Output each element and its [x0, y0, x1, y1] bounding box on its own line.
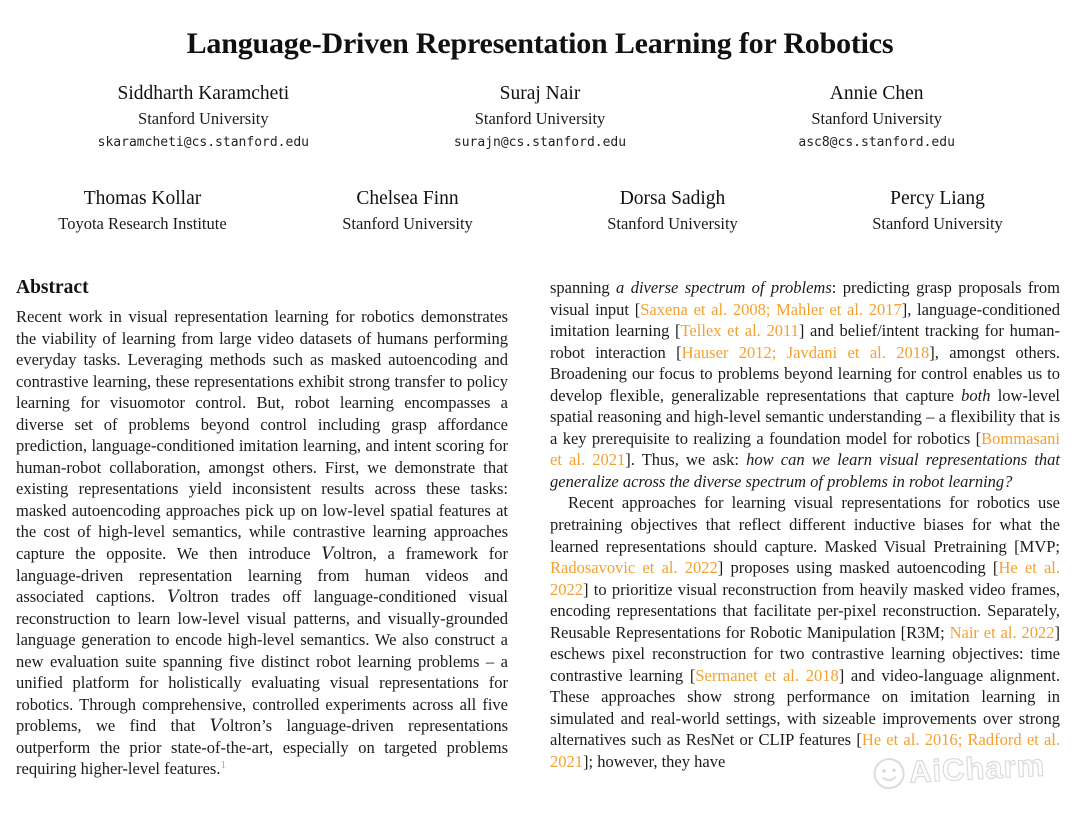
text-segment: : predicting grasp proposals from visual input [ — [550, 278, 1060, 319]
citation-link[interactable]: Bommasani et al. 2021 — [550, 428, 1060, 470]
author-email: surajn@cs.stanford.edu — [453, 135, 627, 150]
authors-row-2 — [10, 187, 1070, 234]
text-segment: ] and video-language alignment. These approaches show strong performance on imitation learning in simulated and real-world settings, with sizeable improvements over strong alternatives such as ResNet or CLIP features [ — [550, 665, 1060, 750]
author-affiliation: Stanford University — [474, 109, 606, 128]
intro-paragraph-1 — [550, 277, 1060, 492]
author-block — [275, 187, 540, 234]
author-affiliation: Stanford University — [342, 214, 473, 233]
citation-link[interactable]: Hauser 2012; Javdani et al. 2018 — [681, 342, 930, 362]
text-segment: spanning — [550, 278, 617, 297]
author-block — [540, 187, 805, 234]
text-segment: oltron’s language-driven representations outperform the prior state-of-the-art, especially on targeted problems requiring higher-level features. — [16, 716, 508, 779]
author-name: Dorsa Sadigh — [619, 188, 726, 209]
author-affiliation: Stanford University — [138, 109, 269, 128]
abstract-paragraph — [16, 306, 508, 780]
citation-link[interactable]: Saxena et al. 2008; Mahler et al. 2017 — [640, 299, 902, 319]
author-block — [10, 187, 275, 234]
author-name: Siddharth Karamcheti — [117, 83, 290, 104]
intro-paragraph-2 — [550, 492, 1060, 772]
text-segment: ], amongst others. Broadening our focus to problems beyond learning for control enables us to develop flexible, generalizable representations that capture — [550, 342, 1061, 405]
author-block — [372, 82, 709, 152]
watermark-label: AiCharm — [908, 747, 1046, 790]
text-segment: V — [167, 587, 180, 607]
text-segment: low-level spatial reasoning and high-level semantic understanding – a flexibility that is a key prerequisite to realizing a foundation model for robotics [ — [550, 385, 1061, 448]
two-column-body — [16, 277, 1060, 780]
author-name: Thomas Kollar — [83, 188, 202, 209]
authors-row-1 — [35, 82, 1045, 152]
text-segment: ] to prioritize visual reconstruction from heavily masked video frames, encoding representations that facilitate per-pixel reconstruction. Separately, Reusable Representations for Robotic Manipulation [R3M; — [550, 579, 1060, 642]
text-segment: both — [961, 385, 991, 405]
author-block — [35, 82, 372, 152]
author-affiliation: Toyota Research Institute — [58, 214, 227, 233]
citation-link[interactable]: Nair et al. 2022 — [949, 622, 1055, 642]
text-segment: how can we learn visual representations that generalize across the diverse spectrum of problems in robot learning? — [550, 450, 1060, 491]
text-segment: V — [321, 544, 334, 564]
citation-link[interactable]: He et al. 2022 — [550, 558, 1061, 599]
text-segment: a diverse spectrum of problems — [616, 278, 832, 297]
author-block — [708, 82, 1045, 152]
author-email: skaramcheti@cs.stanford.edu — [97, 135, 309, 150]
text-segment: oltron trades off language-conditioned visual reconstruction to learn low-level visual patterns, and visually-grounded language generation to encode high-level semantics. We also construct a new evaluation suite spanning five distinct robot learning problems – a unified platform for holistically evaluating visual representations for robotics. Through comprehensive, controlled experiments across all five problems, we find that — [16, 587, 508, 736]
text-segment: ] and belief/intent tracking for human-robot interaction [ — [550, 321, 1060, 362]
citation-link[interactable]: He et al. 2016; Radford et al. 2021 — [550, 730, 1060, 772]
text-segment: ]. Thus, we ask: — [625, 450, 747, 470]
citation-link[interactable]: Tellex et al. 2011 — [680, 321, 799, 341]
author-name: Suraj Nair — [499, 83, 581, 104]
author-affiliation: Stanford University — [811, 109, 942, 128]
citation-link[interactable]: Sermanet et al. 2018 — [695, 665, 839, 685]
text-segment: ] eschews pixel reconstruction for two contrastive learning objectives: time contrastive learning [ — [550, 622, 1060, 685]
text-segment: ] proposes using masked autoencoding [ — [717, 558, 999, 578]
author-email: asc8@cs.stanford.edu — [798, 135, 955, 150]
text-segment: V — [209, 716, 222, 736]
author-affiliation: Stanford University — [872, 214, 1003, 233]
abstract-column — [16, 277, 508, 780]
citation-link[interactable]: Radosavovic et al. 2022 — [550, 558, 718, 578]
footnote-marker: 1 — [220, 759, 226, 772]
text-segment: ]; however, they have — [583, 752, 726, 772]
abstract-heading: Abstract — [16, 277, 89, 298]
text-segment: Recent work in visual representation learning for robotics demonstrates the viability of learning from large video datasets of humans performing everyday tasks. Leveraging methods such as masked autoencoding and contrastive learning, these representations exhibit strong transfer to policy learning for visuomotor control. But, robot learning encompasses a diverse set of problems beyond control including grasp affordance prediction, language-conditioned imitation learning, and intent scoring for human-robot collaboration, amongst others. First, we demonstrate that existing representations yield inconsistent results across these tasks: masked autoencoding approaches pick up on low-level spatial features at the cost of high-level semantics, while contrastive learning approaches capture the opposite. We then introduce — [16, 307, 508, 564]
introduction-column — [550, 277, 1060, 780]
author-name: Chelsea Finn — [356, 188, 459, 209]
text-segment: oltron, a framework for language-driven representation learning from human videos and associated captions. — [16, 544, 508, 607]
author-affiliation: Stanford University — [607, 214, 738, 233]
text-segment: ], language-conditioned imitation learning [ — [550, 299, 1061, 341]
page-title: Language-Driven Representation Learning for Robotics — [186, 27, 894, 60]
author-name: Annie Chen — [829, 83, 924, 104]
text-segment: Recent approaches for learning visual representations for robotics use pretraining objectives that reflect different inductive biases for what the learned representations should capture. Masked Visual Pretraining [MVP; — [550, 493, 1060, 556]
author-name: Percy Liang — [890, 188, 985, 209]
author-block — [805, 187, 1070, 234]
